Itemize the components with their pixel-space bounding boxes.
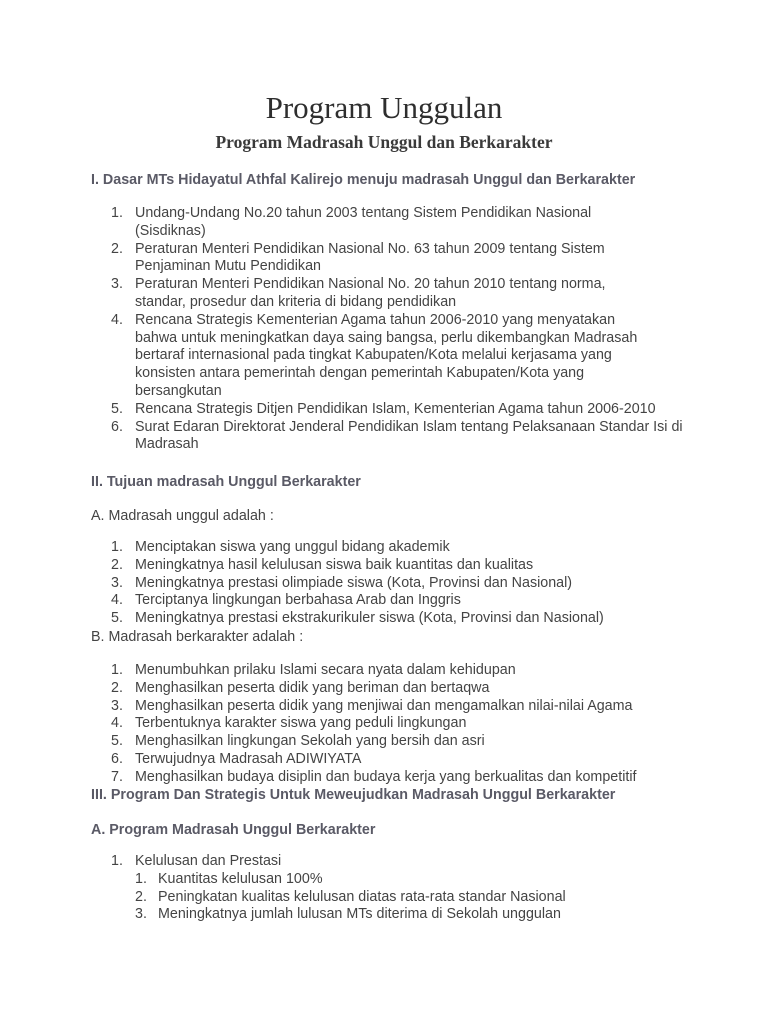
page-title: Program Unggulan	[265, 90, 503, 125]
list-item: 4. Rencana Strategis Kementerian Agama tahun 2006-2010 yang menyatakan bahwa untuk meningkatkan daya saing bangsa, perlu dikembangkan Madrasah bertaraf internasional pada tingkat Kabupaten/Kota melalui kerjasama yang konsisten antara pemerintah dengan pemerintah Kabupaten/Kota yang bersangkutan	[91, 312, 691, 401]
section-1-list	[91, 205, 691, 454]
list-item-text: Undang-Undang No.20 tahun 2003 tentang Sistem Pendidikan Nasional (Sisdiknas)	[135, 205, 592, 239]
list-item: 4. Terciptanya lingkungan berbahasa Arab dan Inggris	[111, 592, 461, 609]
section-2b-label: B. Madrasah berkarakter adalah :	[91, 629, 304, 645]
section-3a-list	[91, 853, 691, 924]
list-item: 1. Menciptakan siswa yang unggul bidang akademik	[111, 539, 450, 555]
section-2-heading: II. Tujuan madrasah Unggul Berkarakter	[91, 474, 361, 490]
list-item-text: Meningkatnya prestasi olimpiade siswa (Kota, Provinsi dan Nasional)	[135, 574, 573, 591]
list-item-text: Menghasilkan lingkungan Sekolah yang bersih dan asri	[135, 733, 485, 750]
sub-list-item-text: Peningkatan kualitas kelulusan diatas rata-rata standar Nasional	[158, 888, 566, 905]
list-item: 1. Menumbuhkan prilaku Islami secara nyata dalam kehidupan	[111, 662, 516, 678]
list-item-text: Peraturan Menteri Pendidikan Nasional No. 63 tahun 2009 tentang Sistem Penjaminan Mutu Pendidikan	[135, 240, 605, 275]
list-item: 1. Undang-Undang No.20 tahun 2003 tentang Sistem Pendidikan Nasional (Sisdiknas)	[91, 205, 691, 241]
list-item-text: Menghasilkan peserta didik yang beriman dan bertaqwa	[135, 679, 490, 696]
sub-list	[135, 871, 691, 924]
section-2a-label: A. Madrasah unggul adalah :	[91, 508, 274, 524]
list-item-text: Terciptanya lingkungan berbahasa Arab dan Inggris	[135, 592, 461, 609]
list-item: 3. Meningkatnya prestasi olimpiade siswa (Kota, Provinsi dan Nasional)	[111, 574, 573, 591]
section-2b-list	[91, 662, 691, 787]
list-item-text: Rencana Strategis Ditjen Pendidikan Islam, Kementerian Agama tahun 2006-2010	[135, 400, 656, 417]
list-item-text: Rencana Strategis Kementerian Agama tahun 2006-2010 yang menyatakan bahwa untuk meningkatkan daya saing bangsa, perlu dikembangkan Madrasah bertaraf internasional pada tingkat Kabupaten/Kota melalui kerjasama yang konsisten antara pemerintah dengan pemerintah Kabupaten/Kota yang bersangkutan	[135, 311, 638, 399]
section-3-heading: III. Program Dan Strategis Untuk Meweujudkan Madrasah Unggul Berkarakter	[91, 787, 616, 803]
list-item-text: Menumbuhkan prilaku Islami secara nyata dalam kehidupan	[135, 662, 516, 678]
list-item: 5. Menghasilkan lingkungan Sekolah yang bersih dan asri	[111, 733, 485, 750]
sub-list-item: 3. Meningkatnya jumlah lulusan MTs diterima di Sekolah unggulan	[135, 906, 561, 923]
list-item: 6. Surat Edaran Direktorat Jenderal Pendidikan Islam tentang Pelaksanaan Standar Isi di Madrasah	[111, 418, 683, 453]
list-item: 2. Meningkatnya hasil kelulusan siswa baik kuantitas dan kualitas	[111, 556, 534, 573]
list-item: 2. Menghasilkan peserta didik yang beriman dan bertaqwa	[111, 679, 490, 696]
section-2a-list	[91, 539, 691, 628]
list-item: 3. Peraturan Menteri Pendidikan Nasional No. 20 tahun 2010 tentang norma, standar, prosedur dan kriteria di bidang pendidikan	[91, 276, 691, 312]
list-item: 5. Rencana Strategis Ditjen Pendidikan Islam, Kementerian Agama tahun 2006-2010	[91, 401, 691, 419]
list-item-text: Terbentuknya karakter siswa yang peduli lingkungan	[135, 715, 467, 732]
list-item-text: Kelulusan dan Prestasi	[135, 853, 282, 869]
list-item-text: Menciptakan siswa yang unggul bidang akademik	[135, 539, 450, 555]
section-3a-heading: A. Program Madrasah Unggul Berkarakter	[91, 822, 376, 838]
list-item: 6. Terwujudnya Madrasah ADIWIYATA	[111, 750, 362, 767]
list-item-text: Surat Edaran Direktorat Jenderal Pendidikan Islam tentang Pelaksanaan Standar Isi di Madrasah	[135, 418, 683, 453]
list-item-text: Menghasilkan budaya disiplin dan budaya kerja yang berkualitas dan kompetitif	[135, 768, 637, 785]
list-item: 5. Meningkatnya prestasi ekstrakurikuler siswa (Kota, Provinsi dan Nasional)	[111, 610, 604, 627]
list-item: 2. Peraturan Menteri Pendidikan Nasional No. 63 tahun 2009 tentang Sistem Penjaminan Mutu Pendidikan	[91, 241, 691, 277]
sub-list-item-text: Kuantitas kelulusan 100%	[158, 870, 323, 887]
sub-list-item-text: Meningkatnya jumlah lulusan MTs diterima di Sekolah unggulan	[158, 906, 561, 923]
sub-list-item: 2. Peningkatan kualitas kelulusan diatas rata-rata standar Nasional	[135, 888, 566, 905]
page-subtitle: Program Madrasah Unggul dan Berkarakter	[215, 132, 553, 152]
list-item-text: Terwujudnya Madrasah ADIWIYATA	[135, 750, 362, 767]
sub-list-item: 1. Kuantitas kelulusan 100%	[135, 870, 323, 887]
list-item: 7. Menghasilkan budaya disiplin dan budaya kerja yang berkualitas dan kompetitif	[111, 768, 637, 785]
list-item: 1. Kelulusan dan Prestasi 1. Kuantitas kelulusan 100% 2. Peningkatan kualitas kelulusan diatas rata-rata standar Nasional 3. Meningkatnya jumlah lulusan MTs diterima di Sekolah unggulan	[91, 853, 691, 924]
list-item-text: Meningkatnya hasil kelulusan siswa baik kuantitas dan kualitas	[135, 556, 534, 573]
list-item-text: Peraturan Menteri Pendidikan Nasional No. 20 tahun 2010 tentang norma, standar, prosedur dan kriteria di bidang pendidikan	[135, 276, 606, 310]
list-item: 4. Terbentuknya karakter siswa yang peduli lingkungan	[111, 715, 467, 732]
list-item-text: Menghasilkan peserta didik yang menjiwai dan mengamalkan nilai-nilai Agama	[135, 697, 633, 714]
list-item: 3. Menghasilkan peserta didik yang menjiwai dan mengamalkan nilai-nilai Agama	[111, 697, 633, 714]
section-1-heading: I. Dasar MTs Hidayatul Athfal Kalirejo menuju madrasah Unggul dan Berkarakter	[91, 172, 636, 188]
list-item-text: Meningkatnya prestasi ekstrakurikuler siswa (Kota, Provinsi dan Nasional)	[135, 610, 604, 627]
